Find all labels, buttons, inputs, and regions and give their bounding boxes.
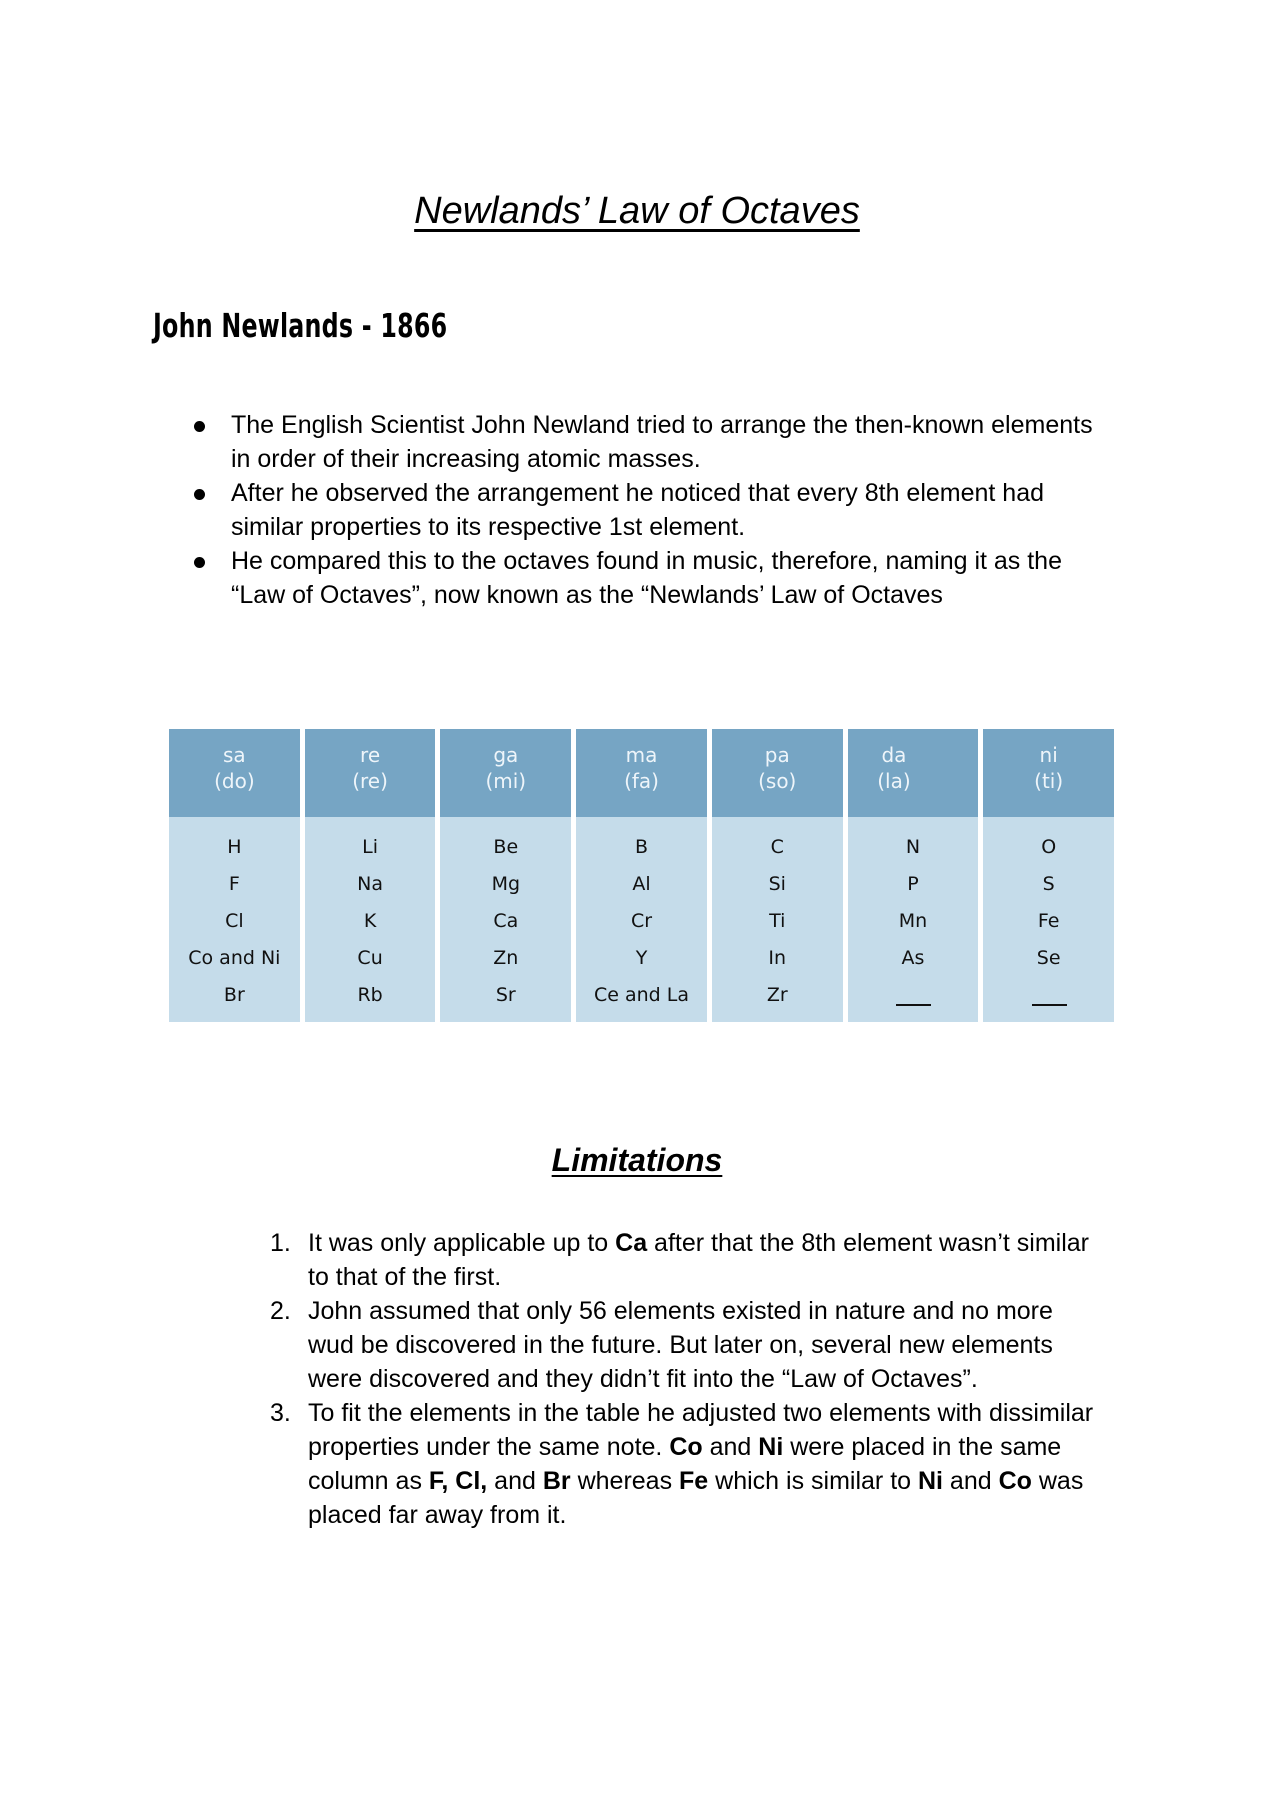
table-cell: Mn: [898, 910, 928, 932]
limitation-item: [270, 1294, 1130, 1396]
document-title: [0, 188, 1274, 234]
table-column-sa: [169, 729, 300, 1022]
table-cell: Cu: [357, 947, 383, 969]
bold-term: Co: [669, 1433, 703, 1461]
table-cell: Al: [632, 873, 651, 895]
table-column-ma: [576, 729, 707, 1022]
octave-table: [169, 729, 1114, 1022]
list-number: 2.: [270, 1297, 291, 1325]
column-body: [305, 817, 436, 1022]
list-number: 1.: [270, 1229, 291, 1257]
bullet-line: He compared this to the octaves found in music, therefore, naming it as the: [231, 547, 1062, 575]
bold-term: F, Cl,: [428, 1467, 488, 1495]
header-note: re: [360, 743, 381, 767]
table-cell: Zn: [493, 947, 519, 969]
header-western-note: (fa): [624, 769, 659, 793]
table-cell: Ti: [769, 910, 786, 932]
bold-term: Ca: [615, 1229, 648, 1257]
table-cell: Se: [1036, 947, 1061, 969]
table-column-pa: [712, 729, 843, 1022]
list-number: 3.: [270, 1399, 291, 1427]
limitation-line: properties under the same note. Co and Ni were placed in the same: [308, 1433, 1062, 1461]
bullet-line: After he observed the arrangement he noticed that every 8th element had: [231, 479, 1045, 507]
table-cell: Y: [635, 947, 648, 969]
bullet-dot-icon: [194, 421, 205, 432]
table-cell: Si: [768, 873, 786, 895]
bullet-dot-icon: [194, 489, 205, 500]
header-western-note: (re): [352, 769, 388, 793]
table-cell: N: [905, 836, 921, 858]
table-cell: H: [227, 836, 242, 858]
table-cell: As: [901, 947, 925, 969]
bold-term: Co: [998, 1467, 1032, 1495]
table-cell: Fe: [1037, 910, 1060, 932]
author-heading: John Newlands - 1866: [153, 306, 448, 345]
bullet-item: [190, 544, 1130, 612]
limitations-heading-text: Limitations: [551, 1142, 723, 1178]
bullet-line: The English Scientist John Newland tried to arrange the then-known elements: [231, 411, 1093, 439]
table-cell: Br: [223, 984, 245, 1006]
header-western-note: (ti): [1034, 769, 1064, 793]
header-western-note: (mi): [485, 769, 527, 793]
intro-bullet-list: [190, 408, 1130, 612]
limitation-line: were discovered and they didn’t fit into the “Law of Octaves”.: [308, 1365, 978, 1393]
table-cell: Na: [357, 873, 383, 895]
table-cell: Co and Ni: [188, 947, 281, 969]
bullet-line: in order of their increasing atomic masses.: [231, 445, 701, 473]
column-body: [848, 817, 979, 1022]
empty-cell-dash: [848, 977, 979, 1014]
column-header: [983, 729, 1114, 817]
table-column-re: [305, 729, 436, 1022]
document-title-text: Newlands’ Law of Octaves: [414, 190, 860, 232]
limitation-line: wud be discovered in the future. But later on, several new elements: [308, 1331, 1053, 1359]
table-cell: Rb: [357, 984, 383, 1006]
limitation-line: John assumed that only 56 elements existed in nature and no more: [308, 1297, 1053, 1325]
table-cell: Sr: [495, 984, 516, 1006]
column-header: [440, 729, 571, 817]
limitations-list: [270, 1226, 1130, 1532]
header-note: ga: [493, 743, 519, 767]
header-western-note: (la): [877, 769, 911, 793]
table-cell: Cr: [630, 910, 653, 932]
header-note: ni: [1039, 743, 1058, 767]
table-cell: C: [770, 836, 784, 858]
table-cell: S: [1042, 873, 1055, 895]
table-cell: Ca: [493, 910, 519, 932]
header-western-note: (do): [214, 769, 255, 793]
bullet-line: “Law of Octaves”, now known as the “Newlands’ Law of Octaves: [231, 581, 943, 609]
bold-term: Ni: [758, 1433, 784, 1461]
bold-term: Br: [542, 1467, 571, 1495]
table-cell: Mg: [491, 873, 521, 895]
bullet-dot-icon: [194, 557, 205, 568]
table-column-da: [848, 729, 979, 1022]
header-western-note: (so): [758, 769, 797, 793]
column-body: [983, 817, 1114, 1022]
table-cell: B: [634, 836, 649, 858]
limitation-item: [270, 1396, 1130, 1532]
bullet-item: [190, 408, 1130, 476]
table-cell: Li: [362, 836, 379, 858]
column-body: [712, 817, 843, 1022]
column-body: [169, 817, 300, 1022]
column-body: [576, 817, 707, 1022]
column-header: [305, 729, 436, 817]
limitation-item: [270, 1226, 1130, 1294]
limitation-line: placed far away from it.: [308, 1501, 567, 1529]
table-cell: In: [768, 947, 787, 969]
table-cell: Zr: [766, 984, 788, 1006]
column-header: [848, 729, 979, 817]
header-note: ma: [625, 743, 658, 767]
limitation-line: To fit the elements in the table he adjusted two elements with dissimilar: [308, 1399, 1094, 1427]
table-cell: Ce and La: [594, 984, 690, 1006]
table-cell: P: [907, 873, 919, 895]
header-note: da: [881, 743, 907, 767]
table-cell: Cl: [225, 910, 244, 932]
header-note: pa: [764, 743, 790, 767]
table-column-ni: [983, 729, 1114, 1022]
table-cell: F: [228, 873, 240, 895]
table-cell: O: [1041, 836, 1057, 858]
column-body: [440, 817, 571, 1022]
table-column-ga: [440, 729, 571, 1022]
empty-cell-dash: [983, 977, 1114, 1014]
limitation-line: to that of the first.: [308, 1263, 502, 1291]
column-header: [169, 729, 300, 817]
bold-term: Ni: [917, 1467, 943, 1495]
header-note: sa: [223, 743, 246, 767]
bold-term: Fe: [679, 1467, 709, 1495]
limitation-line: column as F, Cl, and Br whereas Fe which is similar to Ni and Co was: [308, 1467, 1084, 1495]
table-cell: K: [363, 910, 377, 932]
column-header: [576, 729, 707, 817]
limitations-heading: [0, 1140, 1274, 1180]
bullet-item: [190, 476, 1130, 544]
table-cell: Be: [493, 836, 519, 858]
bullet-line: similar properties to its respective 1st element.: [231, 513, 746, 541]
limitation-line: It was only applicable up to Ca after that the 8th element wasn’t similar: [308, 1229, 1089, 1257]
column-header: [712, 729, 843, 817]
